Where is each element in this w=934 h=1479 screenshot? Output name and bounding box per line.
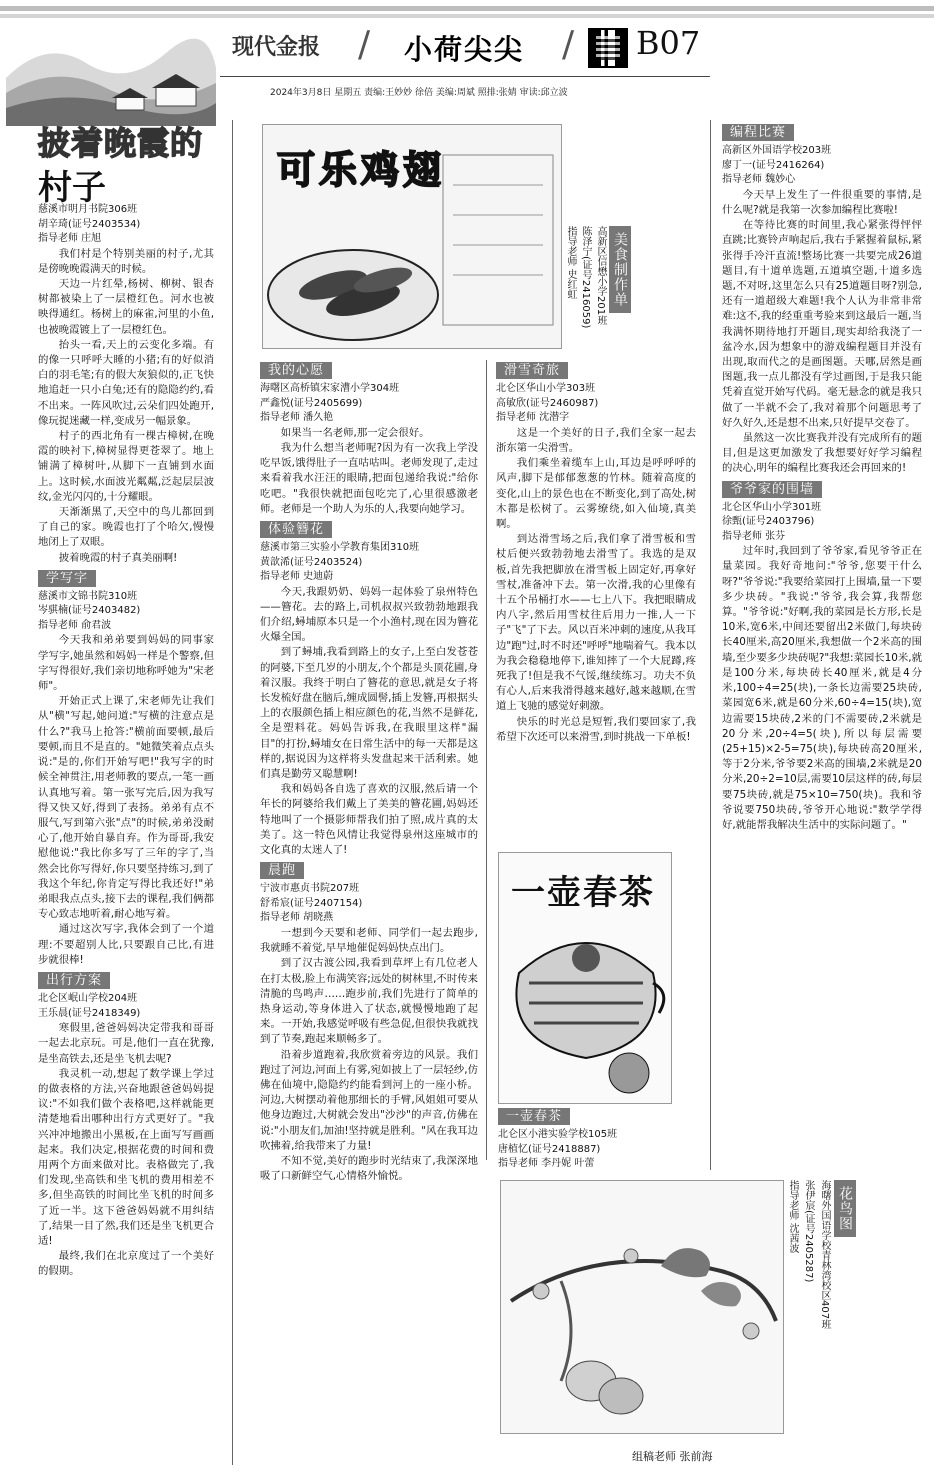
article1-para: 村子的西北角有一棵古樟树,在晚霞的映衬下,樟树显得更苍翠了。地上铺满了樟树叶,从脚下一直铺到水面上。这时候,水面波光粼粼,泛起层层波纹,金光闪闪的,十分耀眼。 bbox=[38, 429, 214, 503]
top-stripe-1 bbox=[0, 6, 934, 11]
article10-para: 在等待比赛的时间里,我心紧张得怦怦直跳;比赛铃声响起后,我右手紧握着鼠标,紧张得手冷汗直流!整场比赛一共要完成26道题目,有十道单选题,五道填空题,十道多选题,不对呀,这里怎么只有25道题目呀?别急,还有一道超级大难题!我个人认为非常非常难:这不,我的经重重考验来到这最后一题,当我满怀期待地打开题目,现实却给我浇了一盆冷水,因为想象中的游戏编程题目并没有出现,取而代之的是画图题。天哪,居然是画图题,我一点儿都没有学过画图,于是我只能凭着直觉开始写代码。毫无悬念的就是我只做了一半就不会了,我对着那个问题思考了好久好久,还是想不出来,只好提早交卷了。 bbox=[722, 219, 922, 429]
article8-section-label: 滑雪奇旅 bbox=[496, 362, 568, 379]
article7-para: 沿着步道跑着,我欣赏着旁边的风景。我们跑过了河边,河面上有雾,宛如披上了一层轻纱,仿佛在仙境中,隐隐约约能看到河上的一座小桥。河边,大树摆动着他那细长的手臂,风姐姐可要从他身边跑过,大树就会发出"沙沙"的声音,仿佛在说:"小朋友们,加油!坚持就是胜利。"风在我耳边吹拂着,给我带来了力量! bbox=[260, 1048, 478, 1152]
article10-school: 高新区外国语学校203班 bbox=[722, 145, 832, 157]
article1-title-line2: 村子 bbox=[38, 168, 106, 208]
village-landscape-image bbox=[6, 18, 216, 126]
article9-section-label: 一壶春茶 bbox=[498, 1108, 570, 1125]
article1-teacher: 指导老师 庄旭 bbox=[38, 233, 102, 244]
article1-para: 我们村是个特别美丽的村子,尤其是傍晚晚霞满天的时候。 bbox=[38, 247, 214, 275]
article5-teacher: 指导老师 潘久艳 bbox=[260, 412, 334, 424]
article3-para: 我灵机一动,想起了数学课上学过的做表格的方法,兴奋地跟爸爸妈妈提议:"不如我们做个表格吧,这样就能更清楚地看出哪种出行方式更好了。"我兴冲冲地搬出小黑板,在上面写写画画起来。我们决定,根据花费的时间和费用两个方面来做对比。表格做完了,我们发现,坐高铁和坐飞机的费用相差不多,但坐高铁的时间比坐飞机的时间多了近一半。这下爸爸妈妈就不用纠结了,结果一目了然,我们还是坐飞机更合适! bbox=[38, 1067, 214, 1247]
article2-para: 开始正式上课了,宋老师先让我们从"横"写起,她问道:"写横的注意点是什么?"我马上抢答:"横前面要顿,最后要顿,而且不是直的。"她微笑着点点头说:"是的,你们开始写吧!"我写字的时候全神贯注,用老师教的要点,一笔一画认真地写着。第一张写完后,因为我写得又快又好,得到了表扬。弟弟有点不服气,写到第六张"点"的时候,弟弟没耐心了,他开始自暴自弃。作为哥哥,我安慰他说:"我比你多写了三年的字了,当然会比你写得好,你只要坚持练习,到了我这个年纪,你肯定写得比我还好!"弟弟眼我点点头,接下去的课程,我们俩都专心致志地听着,耐心地写着。 bbox=[38, 695, 214, 921]
tea-drawing-image bbox=[498, 852, 672, 1104]
article8-para: 快乐的时光总是短暂,我们要回家了,我希望下次还可以来滑雪,到时挑战一下单板! bbox=[496, 715, 696, 743]
article7-school: 宁波市惠贞书院207班 bbox=[260, 883, 360, 895]
article5-para: 我为什么想当老师呢?因为有一次我上学没吃早饭,饿得肚子一直咕咕叫。老师发现了,走过来看着我水汪汪的眼睛,把面包递给我说:"给你吃吧。"我很快就把面包吃完了,心里很感激老师。老师是一个助人为乐的人,我要向她学习。 bbox=[260, 441, 478, 515]
article10-para: 虽然这一次比赛我并没有完成所有的题目,但是这更加激发了我想要好好学习编程的决心,明年的编程比赛我还会再回来的! bbox=[722, 431, 922, 475]
article1-para: 披着晚霞的村子真美丽啊! bbox=[58, 551, 178, 564]
article5-author: 严鑫悦(证号2405699) bbox=[260, 397, 363, 409]
article6-para: 今天,我跟奶奶、妈妈一起体验了泉州特色——簪花。去的路上,司机叔叔兴致勃勃地跟我们介绍,蟳埔原本只是一个小渔村,现在因为簪花火爆全国。 bbox=[260, 585, 478, 644]
article1-para: 天边一片红晕,杨树、柳树、银杏树都被染上了一层橙红色。河水也被映得通红。杨树上的麻雀,河里的小鱼,也被晚霞镀上了一层橙红色。 bbox=[38, 277, 214, 336]
article9-school: 北仑区小港实验学校105班 bbox=[498, 1129, 618, 1141]
paper-name: 现代金报 bbox=[232, 34, 321, 60]
article4-teacher: 指导老师 史红虹 bbox=[565, 226, 576, 300]
article7-teacher: 指导老师 胡晓燕 bbox=[260, 912, 334, 924]
page-number: B07 bbox=[636, 24, 701, 62]
article3-section-label: 出行方案 bbox=[38, 972, 110, 989]
article8-para: 我们乘坐着缆车上山,耳边是呼呼呼的风声,脚下是郁郁葱葱的竹林。随着高度的变化,山上的景色也在不断变化,到了高处,树木都是松树了。云雾缭绕,如入仙境,真美啊。 bbox=[496, 457, 696, 530]
article8-school: 北仑区华山小学303班 bbox=[496, 383, 596, 395]
article11-teacher: 指导老师 张芬 bbox=[722, 530, 786, 542]
column-divider-2 bbox=[486, 360, 487, 1160]
article3-para: 最终,我们在北京度过了一个美好的假期。 bbox=[38, 1250, 214, 1278]
column-divider-3 bbox=[710, 120, 711, 1170]
article10-teacher: 指导老师 魏妙心 bbox=[722, 174, 796, 186]
article6-author: 黄歆浠(证号2403524) bbox=[260, 556, 363, 568]
article2-teacher: 指导老师 俞君波 bbox=[38, 619, 112, 631]
food-drawing-image bbox=[262, 124, 562, 349]
article12-caption bbox=[786, 1180, 856, 1329]
food-drawing-title: 可乐鸡翅 bbox=[277, 147, 446, 192]
article12-section-label: 花鸟图 bbox=[834, 1180, 856, 1237]
header-slash-1: / bbox=[358, 24, 371, 65]
article8-author: 高敏欣(证号2460987) bbox=[496, 397, 599, 409]
article11-author: 徐甄(证号2403796) bbox=[722, 516, 815, 528]
article2-para: 今天我和弟弟要到妈妈的同事家学写字,她虽然和妈妈一样是个警察,但字写得很好,我们亲切地称呼她为"宋老师"。 bbox=[38, 634, 214, 693]
center-column bbox=[260, 358, 478, 1184]
article6-para: 我和妈妈各自选了喜欢的汉服,然后请一个年长的阿婆给我们戴上了美美的簪花圃,妈妈还特地叫了一个摄影师帮我们拍了照,成片真的太美了。这一特色风情让我觉得泉州这座城市的文化真的太迷人了! bbox=[260, 783, 478, 857]
article8-para: 到达滑雪场之后,我们拿了滑雪板和雪杖后便兴致勃勃地去滑雪了。我选的是双板,首先我把脚放在滑雪板上固定好,再拿好雪杖,准备冲下去。第一次滑,我的心里像有十五个吊桶打水——七上八下。我把眼睛成内八字,然后用雪杖往后用力一推,人一下子"飞"了下去。风以百米冲刺的速度,从我耳边"跑"过,时不时还"呼呼"地喘着气。我本以为我会稳稳地停下,谁知摔了一个大屁蹲,疼死我了!但是我不气馁,继续练习。功夫不负有心人,后来我滑得越来越好,越来越顺,在雪道上飞驰的感觉好刺激。 bbox=[496, 533, 696, 713]
article6-teacher: 指导老师 史迪蔚 bbox=[260, 571, 334, 583]
tea-drawing-title: 一壶春茶 bbox=[511, 873, 655, 913]
article9-teacher: 指导老师 李丹妮 叶蕾 bbox=[498, 1158, 595, 1170]
article12-school: 海曙外国语学校青林湾校区407班 bbox=[819, 1180, 830, 1330]
article12-teacher: 指导老师 沈茜波 bbox=[787, 1180, 798, 1254]
header-slash-2: / bbox=[562, 24, 575, 65]
flower-bird-painting bbox=[500, 1180, 784, 1434]
issue-info: 2024年3月8日 星期五 责编:王妙妙 徐倍 美编:周斌 照排:张婧 审读:邱立波 bbox=[270, 88, 568, 98]
article12-author: 张伊宸(证号2405287) bbox=[803, 1180, 814, 1283]
article4-caption bbox=[564, 226, 631, 328]
article9-author: 唐植忆(证号2418887) bbox=[498, 1143, 601, 1155]
article7-para: 不知不觉,美好的跑步时光结束了,我深深地吸了口新鲜空气,心情格外愉悦。 bbox=[260, 1155, 478, 1183]
article8-teacher: 指导老师 沈潜字 bbox=[496, 412, 570, 424]
tea-caption bbox=[498, 1104, 698, 1172]
article10-section-label: 编程比赛 bbox=[722, 124, 794, 141]
article7-section-label: 晨跑 bbox=[260, 862, 304, 879]
article7-para: 一想到今天要和老师、同学们一起去跑步,我就睡不着觉,早早地催促妈妈快点出门。 bbox=[260, 926, 478, 955]
article1-school: 慈溪市明月书院306班 bbox=[38, 204, 138, 215]
article4-section-label: 美食制作单 bbox=[609, 226, 631, 313]
qr-code-icon bbox=[588, 28, 628, 68]
header-rule bbox=[220, 76, 710, 77]
article1-title-line1: 披着晚霞的 bbox=[38, 124, 204, 162]
article4-author: 陈泽宁(证号2416059) bbox=[580, 226, 591, 329]
article10-para: 今天早上发生了一件很重要的事情,是什么呢?就是我第一次参加编程比赛啦! bbox=[722, 188, 922, 216]
section-title: 小荷尖尖 bbox=[404, 33, 525, 66]
article1-author: 胡辛琦(证号2403534) bbox=[38, 218, 141, 230]
article2-author: 岑骐楠(证号2403482) bbox=[38, 605, 141, 617]
right-column bbox=[722, 120, 922, 833]
article3-author: 王乐晨(证号2418349) bbox=[38, 1007, 141, 1019]
left-column bbox=[38, 203, 214, 1280]
article6-para: 到了蟳埔,我看到路上的女子,上至白发苍苍的阿婆,下至几岁的小朋友,个个都是头顶花圃,身着汉服。我终于明白了簪花的意思,就是女子将长发梳好盘在脑后,缠成圆髻,插上发簪,再根据头上的衣服颜色插上相应颜色的花,当然不是鲜花,全是塑料花。妈妈告诉我,在我眼里这样"漏目"的打扮,蟳埔女在日常生活中的每一天都是这样的,据说因为这样将头发盘起来干活利索。她们真是勤劳又聪慧啊! bbox=[260, 646, 478, 781]
article2-section-label: 学写字 bbox=[38, 570, 96, 587]
article7-para: 到了汉古渡公园,我看到草坪上有几位老人在打太极,脸上布满笑容;远处的树林里,不时传来清脆的鸟鸣声……跑步前,我们先进行了简单的热身运动,等身体进入了状态,就慢慢地跑了起来。一开始,我感觉呼吸有些急促,但很快我就找到了节奏,跑起来顺畅多了。 bbox=[260, 957, 478, 1046]
article5-section-label: 我的心愿 bbox=[260, 362, 332, 379]
flower-bird-svg bbox=[501, 1181, 784, 1434]
article3-para: 寒假里,爸爸妈妈决定带我和哥哥一起去北京玩。可是,他们一直在犹豫,是坐高铁去,还是坐飞机去呢? bbox=[38, 1022, 214, 1065]
article10-author: 廖丁一(证号2416264) bbox=[722, 159, 825, 171]
article2-para: 通过这次写字,我体会到了一个道理:不要超别人比,只要跟自己比,有进步就很棒! bbox=[38, 923, 214, 966]
article1-para: 天渐渐黑了,天空中的鸟儿都回到了自己的家。晚霞也打了个哈欠,慢慢地闭上了双眼。 bbox=[38, 505, 214, 549]
article3-school: 北仑区岷山学校204班 bbox=[38, 993, 138, 1005]
article11-school: 北仑区华山小学301班 bbox=[722, 501, 822, 513]
article8-para: 这是一个美好的日子,我们全家一起去浙东第一尖滑雪。 bbox=[496, 426, 696, 454]
article5-para: 如果当一名老师,那一定会很好。 bbox=[280, 426, 430, 439]
article1-para: 抬头一看,天上的云变化多端。有的像一只呼呼大睡的小猪;有的好似消白的羽毛笔;有的假大灰狼似的,正飞快地追赶一只小白兔;还有的隐隐约约,看不出来。一阵风吹过,云朵们四处跑开,像玩捉迷藏一样,变成另一幅景象。 bbox=[38, 338, 214, 427]
article2-school: 慈溪市文锦书院310班 bbox=[38, 590, 138, 602]
article6-school: 慈溪市第三实验小学教育集团310班 bbox=[260, 542, 420, 554]
article7-author: 舒希宸(证号2407154) bbox=[260, 897, 363, 909]
article4-school: 高新区信懋小学201班 bbox=[595, 226, 606, 326]
article11-para: 过年时,我回到了爷爷家,看见爷爷正在量菜园。我好奇地问:"爷爷,您要干什么呀?"爷爷说:"我要给菜园打上围墙,量一下要多少块砖。"我说:"爷爷,我会算,我帮您算。"爷爷说:"好啊,我的菜园是长方形,长是10米,宽6米,中间还要留出2米做门,每块砖长40厘米,高20厘米,我想做一个2米高的围墙,至少要多少块砖呢?"我想:菜园长10米,就是100分米,每块砖长40厘米,就是4分米,100÷4=25(块),一条长边需要25块砖,菜园宽6米,就是60分米,60÷4=15(块),宽边需要15块砖,2米的门不需要砖,2米就是20分米,20÷4=5(块),所以每层需要(25+15)×2-5=75(块),每块砖高20厘米,等于2分米,爷爷要2米高的围墙,2米就是20分米,20÷2=10层,需要10层这样的砖,每层要75块砖,就是75×10=750(块)。我和爷爷说要750块砖,爷爷开心地说:"数学学得好,就能帮我解决生活中的实际问题了。" bbox=[722, 545, 922, 831]
article11-section-label: 爷爷家的围墙 bbox=[722, 481, 822, 498]
ski-column bbox=[496, 358, 696, 745]
article5-school: 海曙区高桥镇宋家漕小学304班 bbox=[260, 383, 400, 395]
editor-credit: 组稿老师 张前海 bbox=[632, 1450, 713, 1463]
column-divider-1 bbox=[232, 120, 233, 1465]
article6-section-label: 体验簪花 bbox=[260, 521, 332, 538]
